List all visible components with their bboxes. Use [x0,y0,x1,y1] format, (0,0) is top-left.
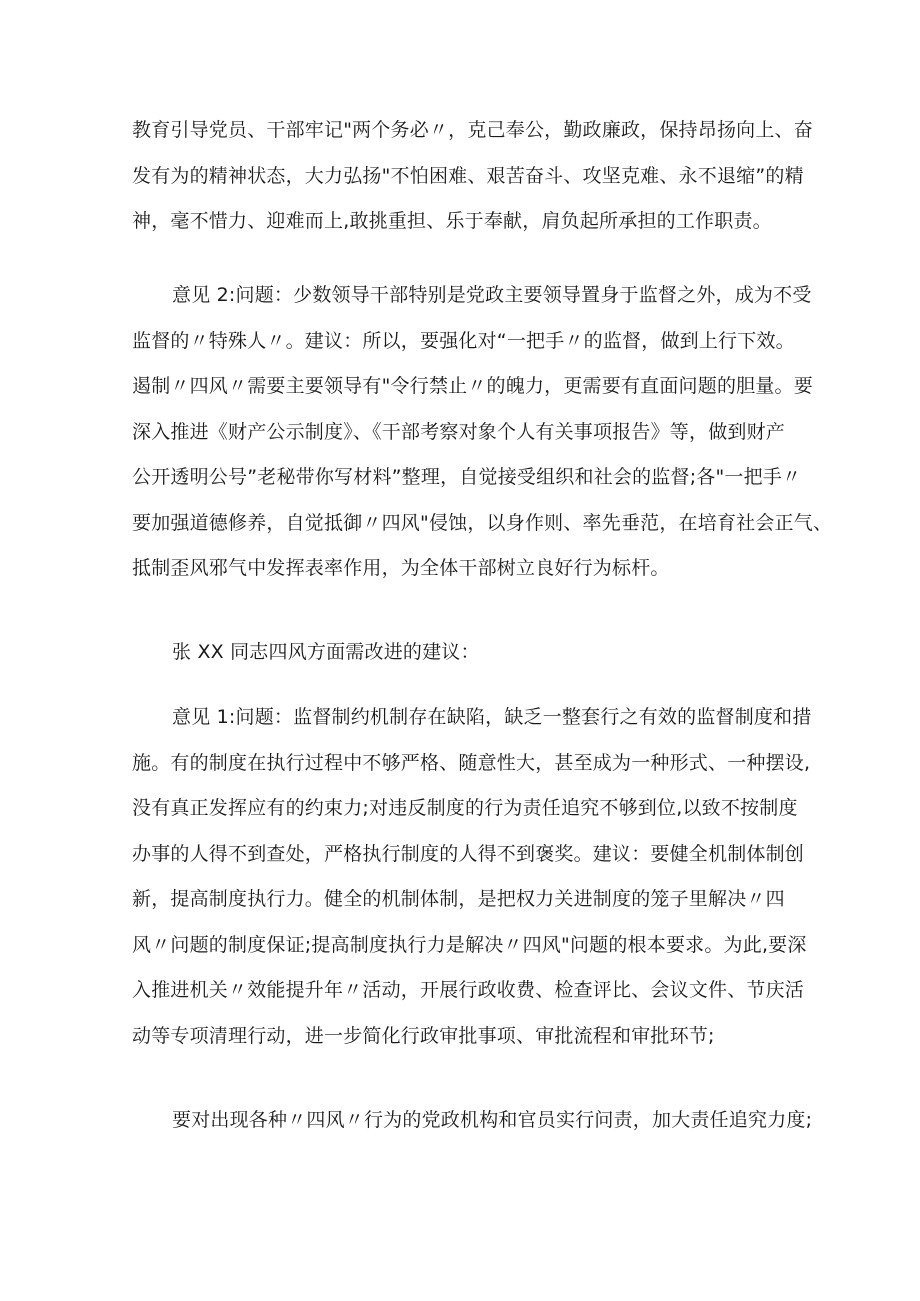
paragraph-2 [132,273,833,592]
paragraph-line: 动等专项清理行动，进一步简化行政审批事项、审批流程和审批环节; [132,1024,715,1047]
paragraph-line: 办事的人得不到查处，严格执行制度的人得不到褒奖。建议：要健全机制体制创 [132,842,805,865]
section-heading-text: 张 XX 同志四风方面需改进的建议： [172,641,480,663]
paragraph-line: 新，提高制度执行力。健全的机制体制，是把权力关进制度的笼子里解决〃四 [132,888,785,910]
paragraph-line: 施。有的制度在执行过程中不够严格、随意性大，甚至成为一种形式、一种摆设, [132,751,811,774]
paragraph-3 [132,695,812,1059]
paragraph-1 [132,108,813,245]
paragraph-4 [132,1098,813,1144]
paragraph-line: 遏制〃四风〃需要主要领导有"令行禁止〃的魄力，更需要有直面问题的胆量。要 [132,375,813,397]
paragraph-line: 入推进机关〃效能提升年〃活动，开展行政收费、检查评比、会议文件、节庆活 [132,979,805,1001]
paragraph-line: 公开透明公号”老秘带你写材料”整理，自觉接受组织和社会的监督;各"一把手〃 [132,466,802,488]
section-heading [132,630,797,676]
paragraph-line: 神，毫不惜力、迎难而上,敢挑重担、乐于奉献，肩负起所承担的工作职责。 [132,210,772,232]
paragraph-line: 意见 1:问题：监督制约机制存在缺陷，缺乏一整套行之有效的监督制度和措 [172,706,812,728]
paragraph-line: 发有为的精神状态，大力弘扬"不怕困难、艰苦奋斗、攻坚克难、永不退缩”的精 [132,164,804,187]
paragraph-line: 教育引导党员、干部牢记"两个务必〃，克己奉公，勤政廉政，保持昂扬向上、奋 [132,119,813,141]
paragraph-line: 要加强道德修养，自觉抵御〃四风"侵蚀，以身作则、率先垂范，在培育社会正气、 [132,511,833,534]
paragraph-line: 要对出现各种〃四风〃行为的党政机构和官员实行问责，加大责任追究力度; [172,1109,813,1131]
paragraph-line: 意见 2:问题：少数领导干部特别是党政主要领导置身于监督之外，成为不受 [172,284,812,306]
paragraph-line: 深入推进《财产公示制度》、《干部考察对象个人有关事项报告》等，做到财产 [132,420,786,443]
paragraph-line: 风〃问题的制度保证;提高制度执行力是解决〃四风"问题的根本要求。为此,要深 [132,933,807,956]
paragraph-line: 抵制歪风邪气中发挥表率作用，为全体干部树立良好行为标杆。 [132,557,670,579]
paragraph-line: 监督的〃特殊人〃。建议：所以，要强化对“一把手〃的监督，做到上行下效。 [132,329,795,352]
paragraph-line: 没有真正发挥应有的约束力;对违反制度的行为责任追究不够到位,以致不按制度 [132,797,798,819]
